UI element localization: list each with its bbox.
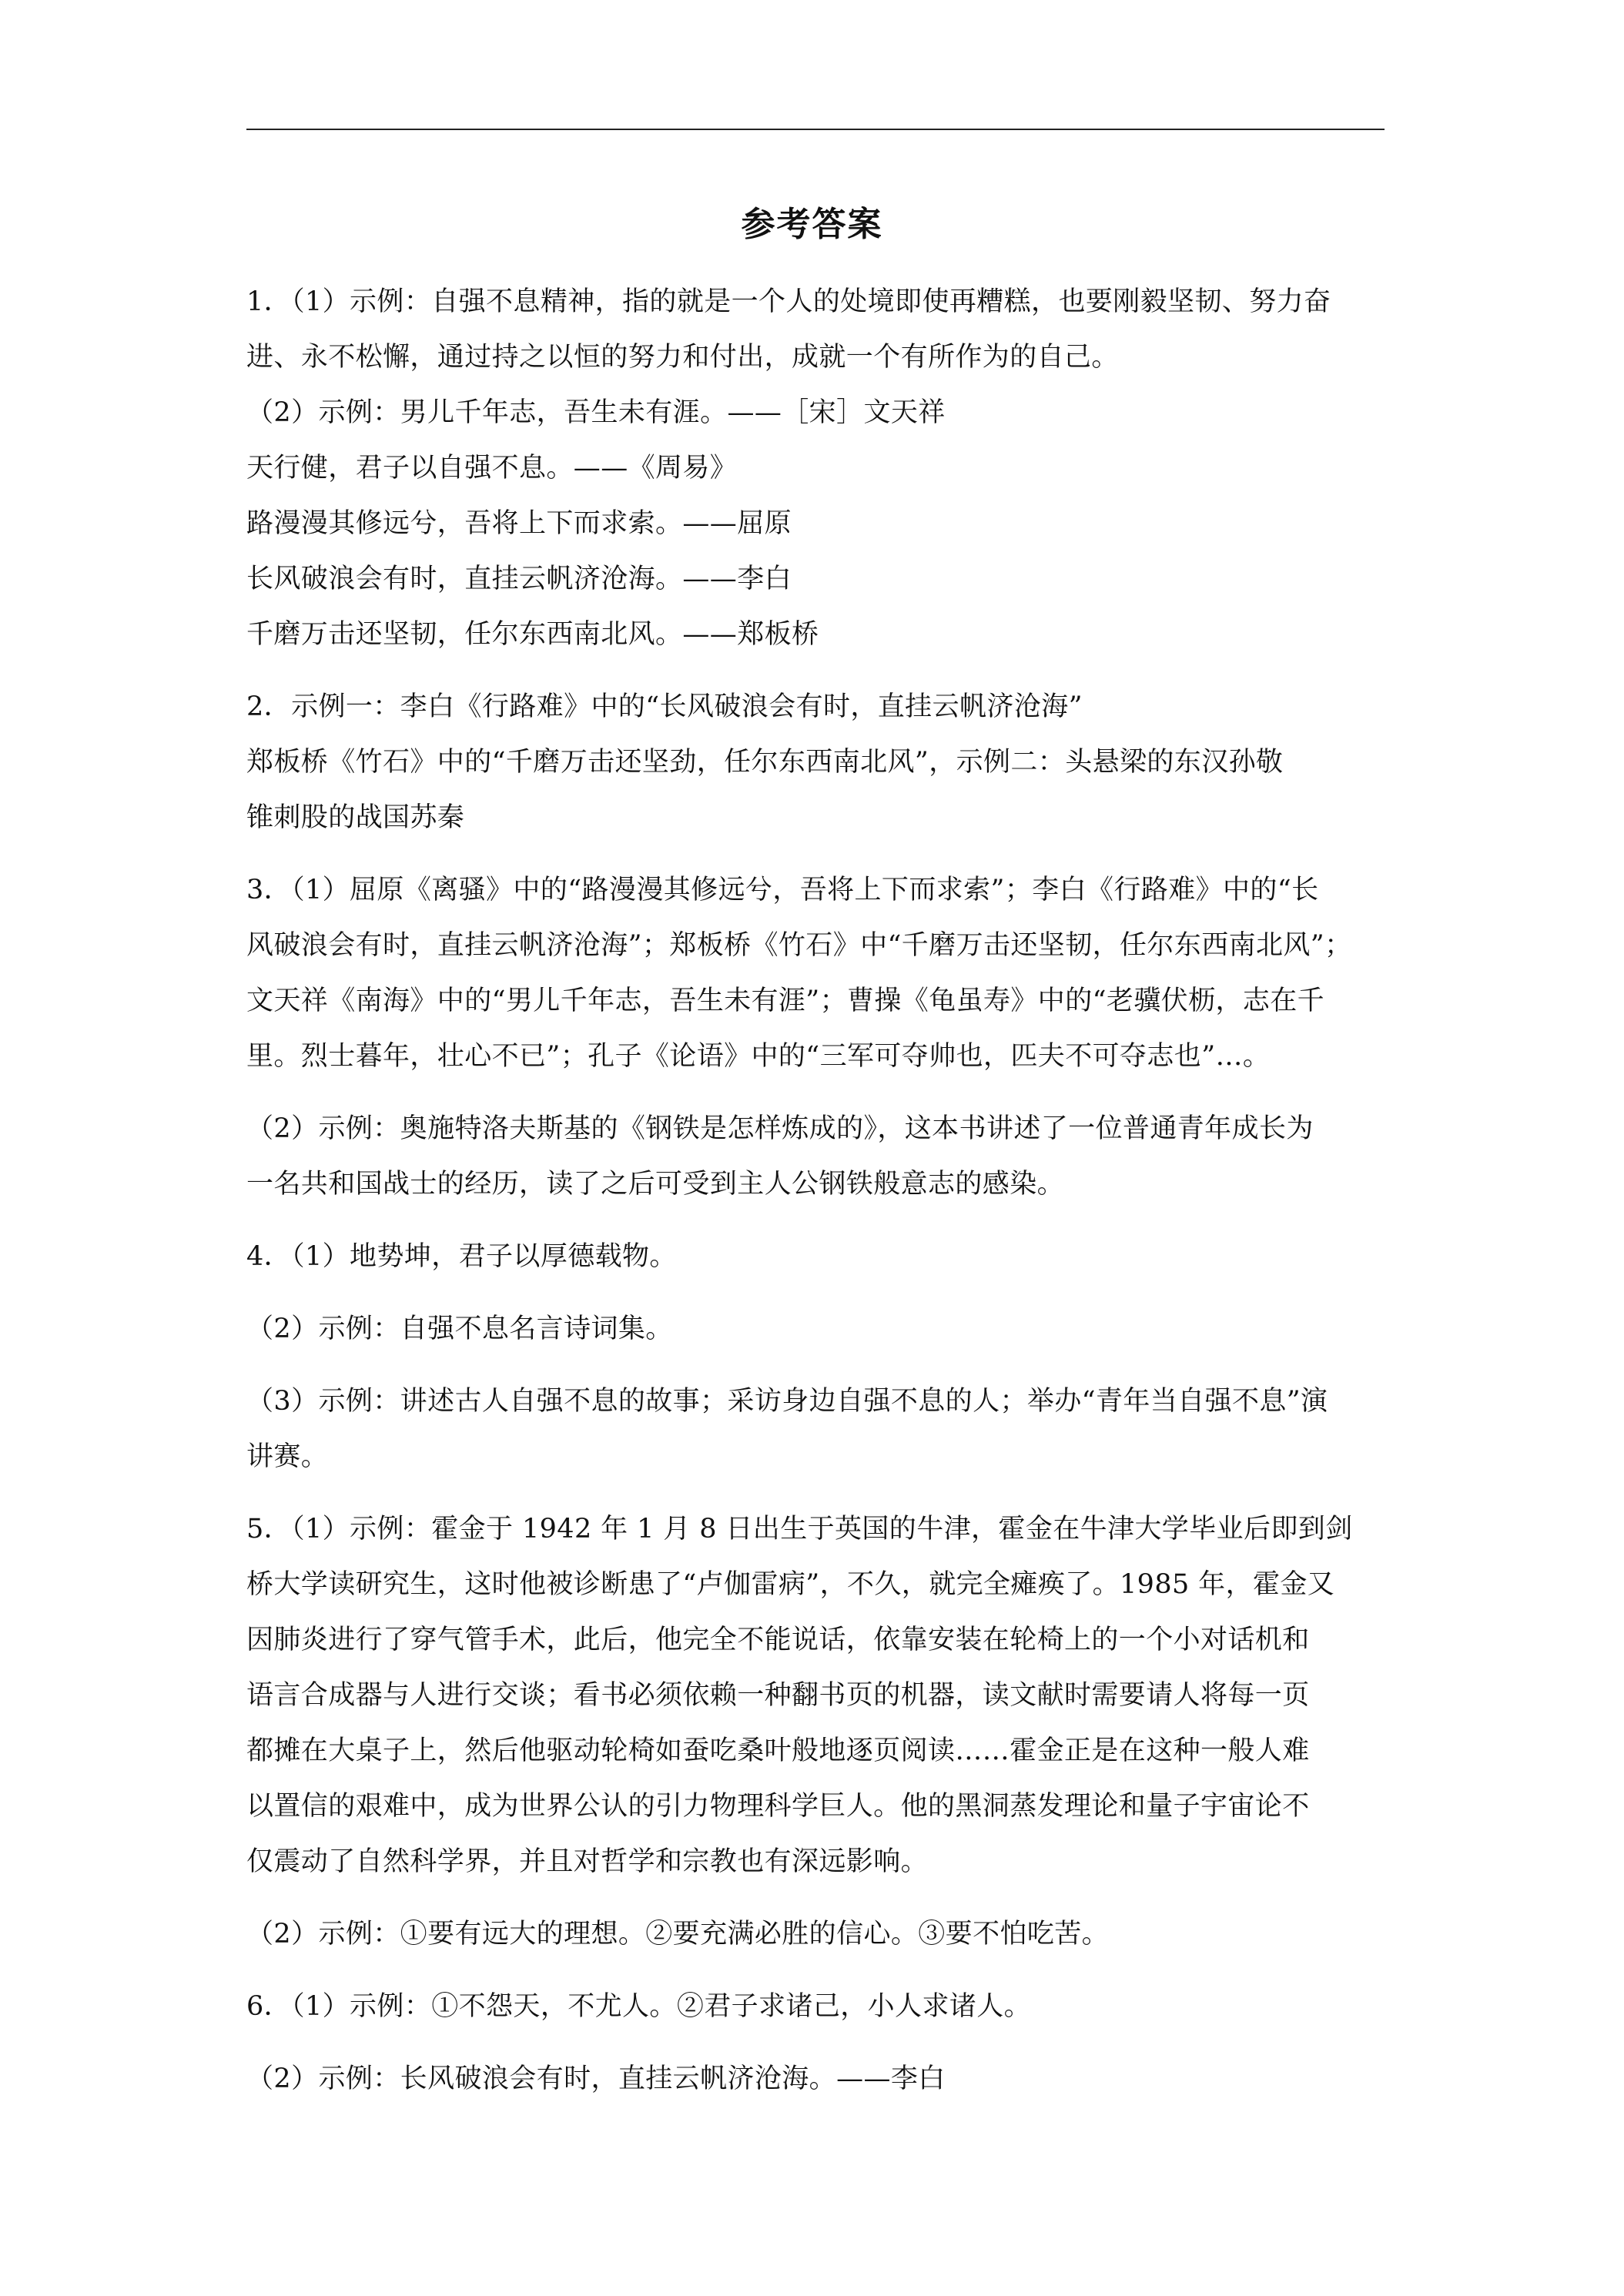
text-line: 讲赛。 — [246, 1441, 329, 1472]
text-line: （3）示例：讲述古人自强不息的故事；采访身边自强不息的人；举办“青年当自强不息”演 — [246, 1386, 1328, 1417]
answer-content — [246, 274, 1394, 2107]
text-line: 4．（1）地势坤，君子以厚德载物。 — [246, 1241, 677, 1272]
block-gap — [246, 1889, 1394, 1906]
block-gap — [246, 1962, 1394, 1979]
text-line: 都摊在大桌子上，然后他驱动轮椅如蚕吃桑叶般地逐页阅读……霍金正是在这种一般人难 — [246, 1735, 1310, 1766]
answer-6-2 — [246, 2051, 1394, 2107]
answer-1 — [246, 274, 1394, 662]
answer-5-2 — [246, 1906, 1394, 1962]
text-line: 锥刺股的战国苏秦 — [246, 802, 465, 833]
text-line: 一名共和国战士的经历，读了之后可受到主人公钢铁般意志的感染。 — [246, 1169, 1065, 1200]
text-line: 风破浪会有时，直挂云帆济沧海”；郑板桥《竹石》中“千磨万击还坚韧，任尔东西南北风”； — [246, 930, 1352, 961]
text-line: 文天祥《南海》中的“男儿千年志，吾生未有涯”；曹操《龟虽寿》中的“老骥伏枥，志在千 — [246, 986, 1325, 1016]
text-line: 进、永不松懈，通过持之以恒的努力和付出，成就一个有所作为的自己。 — [246, 342, 1119, 373]
block-gap — [246, 1284, 1394, 1301]
answer-4-3 — [246, 1374, 1394, 1484]
text-line: 语言合成器与人进行交谈；看书必须依赖一种翻书页的机器，读文献时需要请人将每一页 — [246, 1680, 1310, 1711]
answer-4-1 — [246, 1229, 1394, 1284]
text-line: 2．示例一：李白《行路难》中的“长风破浪会有时，直挂云帆济沧海” — [246, 691, 1083, 722]
answer-5-1 — [246, 1501, 1394, 1889]
block-gap — [246, 845, 1394, 862]
text-line: 3．（1）屈原《离骚》中的“路漫漫其修远兮，吾将上下而求索”；李白《行路难》中的“长 — [246, 875, 1319, 905]
text-line: 1．（1）示例：自强不息精神，指的就是一个人的处境即使再糟糕，也要刚毅坚韧、努力奋 — [246, 286, 1331, 317]
block-gap — [246, 1357, 1394, 1374]
answer-2 — [246, 679, 1394, 845]
block-gap — [246, 662, 1394, 679]
text-line: （2）示例：男儿千年志，吾生未有涯。——［宋］文天祥 — [246, 397, 946, 428]
text-line: 仅震动了自然科学界，并且对哲学和宗教也有深远影响。 — [246, 1846, 929, 1877]
text-line: 因肺炎进行了穿气管手术，此后，他完全不能说话，依靠安装在轮椅上的一个小对话机和 — [246, 1625, 1310, 1655]
block-gap — [246, 1084, 1394, 1101]
text-line: 以置信的艰难中，成为世界公认的引力物理科学巨人。他的黑洞蒸发理论和量子宇宙论不 — [246, 1791, 1310, 1822]
text-line: （2）示例：自强不息名言诗词集。 — [246, 1314, 673, 1344]
page-title: 参考答案 — [741, 205, 883, 244]
text-line: （2）示例：长风破浪会有时，直挂云帆济沧海。——李白 — [246, 2063, 946, 2094]
text-line: 千磨万击还坚韧，任尔东西南北风。——郑板桥 — [246, 619, 819, 650]
answer-3-1 — [246, 862, 1394, 1084]
answer-4-2 — [246, 1301, 1394, 1357]
text-line: 长风破浪会有时，直挂云帆济沧海。——李白 — [246, 564, 792, 594]
block-gap — [246, 1484, 1394, 1501]
text-line: 桥大学读研究生，这时他被诊断患了“卢伽雷病”，不久，就完全瘫痪了。1985 年，霍金又 — [246, 1569, 1335, 1600]
text-line: 路漫漫其修远兮，吾将上下而求索。——屈原 — [246, 508, 792, 539]
block-gap — [246, 2034, 1394, 2051]
text-line: 5．（1）示例：霍金于 1942 年 1 月 8 日出生于英国的牛津，霍金在牛津大学毕业后即到剑 — [246, 1514, 1353, 1545]
answer-6-1 — [246, 1979, 1394, 2034]
text-line: 6．（1）示例：①不怨天，不尤人。②君子求诸己，小人求诸人。 — [246, 1991, 1032, 2022]
text-line: （2）示例：奥施特洛夫斯基的《钢铁是怎样炼成的》，这本书讲述了一位普通青年成长为 — [246, 1113, 1314, 1144]
block-gap — [246, 1212, 1394, 1229]
answer-3-2 — [246, 1101, 1394, 1212]
text-line: 里。烈士暮年，壮心不已”；孔子《论语》中的“三军可夺帅也，匹夫不可夺志也”…。 — [246, 1041, 1271, 1072]
text-line: 天行健，君子以自强不息。——《周易》 — [246, 453, 738, 484]
header-rule — [246, 129, 1385, 130]
text-line: 郑板桥《竹石》中的“千磨万击还坚劲，任尔东西南北风”，示例二：头悬梁的东汉孙敬 — [246, 747, 1284, 778]
text-line: （2）示例：①要有远大的理想。②要充满必胜的信心。③要不怕吃苦。 — [246, 1919, 1110, 1950]
